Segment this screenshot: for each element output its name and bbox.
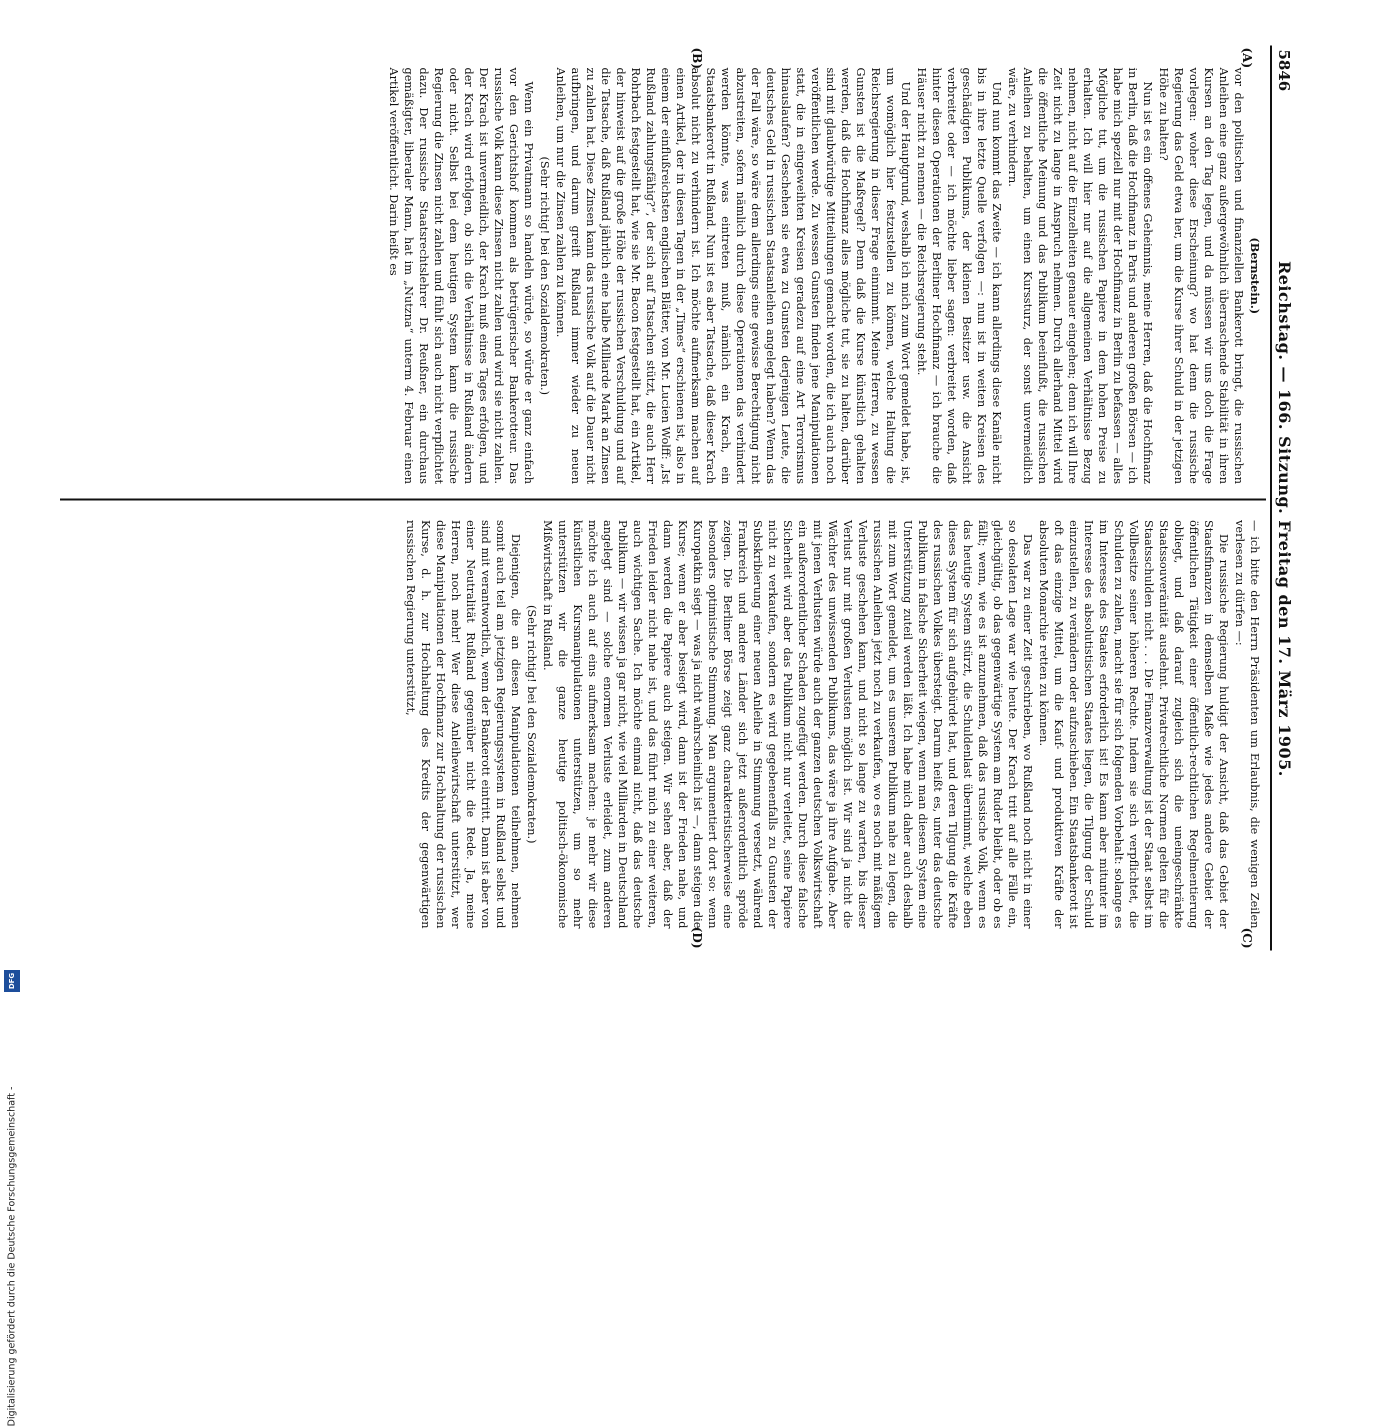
left-column xyxy=(60,45,1266,498)
margin-marker-a: (A) xyxy=(1240,47,1254,68)
paragraph: Wenn ein Privatmann so handeln würde, so würde er ganz einfach vor den Gerichtshof kommen als betrügerischer Bankerotteur. Das russische Volk kann diese Zinsen nicht zahlen und wird sie nicht zahlen. Der Krach ist unvermeidlich, der Krach muß eines Tages erfolgen, und der Krach wird erfolgen, ob sich die Verhältnisse in Rußland ändern oder nicht. Selbst bei dem heutigen System kann die russische Regierung die Zinsen nicht zahlen und fühlt sich auch nicht verpflichtet dazu. Der russische Staatsrechtslehrer Dr. Reußner, ein durchaus gemäßigter, liberaler Mann, hat im „Nutzna“ unterm 4. Februar einen Artikel veröffentlicht. Darin heißt es xyxy=(387,67,535,484)
running-title: Reichstag. — 166. Sitzung. Freitag den 17. März 1905. xyxy=(1275,260,1294,777)
digitization-credit: Digitalisierung gefördert durch die Deutsche Forschungsgemeinschaft - DFG xyxy=(4,2,20,992)
page-header xyxy=(1270,45,1300,950)
quoted-paragraph: Die russische Regierung huldigt der Ansicht, daß das Gebiet der Staatsfinanzen in demselben Maße wie jedes andere Gebiet der öffentlichen Tätigkeit einer öffentlich-rechtlichen Regelmentierung obliegt, und daß darauf zugleich sich die uneingeschränkte Staatssouveränität ausdehnt. Privatrechtliche Normen gelten für die Staatsschulden nicht . . . Die Finanzverwaltung ist der Staat selbst im Vollbesitze seiner höheren Rechte. Indem sie sich verpflichtet, die Schulden zu zahlen, macht sie für sich folgenden Vorbehalt: solange es im Interesse des Staates erforderlich ist! Es kann aber mitunter im Interesse des absolutistischen Staates liegen, die Tilgung der Schuld einzustellen, zu verändern oder aufzuschieben. Ein Staatsbankerott ist oft das einzige Mittel, um die Kauf- und produktiven Kräfte der absoluten Monarchie retten zu können. xyxy=(1037,519,1230,928)
scanned-page xyxy=(60,45,1300,950)
speaker-label: (Bernstein.) xyxy=(1248,236,1262,314)
paragraph: Nun ist es ein offenes Geheimnis, meine Herren, daß die Hochfinanz in Berlin, daß die Hochfinanz in Paris und anderen großen Börsen — ich habe mich speziell nur mit der Hochfinanz in Berlin zu befassen — alles Mögliche tut, um die russischen Papiere in dem hohen Preise zu erhalten. Ich will hier nur auf die allgemeinen Verhältnisse Bezug nehmen, nicht auf die Einzelheiten genauer eingehen; denn ich will Ihre Zeit nicht zu lange in Anspruch nehmen. Durch allerhand Mittel wird die öffentliche Meinung und das Publikum beeinflußt, die russischen Anleihen zu behalten, um einen Kurssturz, der sonst unvermeidlich wäre, zu verhindern. xyxy=(1006,67,1154,484)
right-column xyxy=(60,498,1266,951)
page-number: 5846 xyxy=(1275,49,1293,91)
scanned-page-frame xyxy=(60,45,1300,950)
paragraph: Und der Hauptgrund, weshalb ich mich zum Wort gemeldet habe, ist, um womöglich hier festzustellen zu können, welche Haltung die Reichsregierung in dieser Frage einnimmt. Meine Herren, zu wessen Gunsten ist die Maßregel? Denn daß die Kurse künstlich gehalten werden, daß die Hochfinanz alles mögliche tut, sie zu halten, darüber sind mit glaubwürdige Mitteilungen gemacht worden, die ich auch noch veröffentlichen werde. Zu wessen Gunsten finden jene Manipulationen statt, die in eingeweihten Kreisen geradezu auf eine Art Terrorismus hinauslaufen? Geschehen sie etwa zu Gunsten derjenigen Leute, die deutsches Geld in russischen Staatsanleihen angelegt haben? Wenn das der Fall wäre, so wäre dem allerdings eine gewisse Berechtigung nicht abzustreiten, sofern nämlich durch diese Operationen das verhindert werden könnte, was eintreten muß, nämlich ein Krach, ein Staatsbankerott in Rußland. Nun ist es aber Tatsache, daß dieser Krach absolut nicht zu verhindern ist. Ich möchte aufmerksam machen auf einen Artikel, der in diesen Tagen in der „Times“ erschienen ist, also in einem der einflußreichsten englischen Blätter, von Mr. Lucien Wolff: „Ist Rußland zahlungsfähig?“, der sich auf Tatsachen stützt, die auch Herr Rohrbach festgestellt hat, wie sie Mr. Bacon festgestellt hat, ein Artikel, der hinweist auf die große Höhe der russischen Verschuldung und auf die Tatsache, daß Rußland jährlich eine halbe Milliarde Mark an Zinsen zu zahlen hat. Diese Zinsen kann das russische Volk auf die Dauer nicht aufbringen, und darum greift Rußland immer wieder zu neuen Anleihen, um nur die Zinsen zahlen zu können. xyxy=(554,67,912,484)
text-columns xyxy=(60,45,1266,950)
paragraph: Das war zu einer Zeit geschrieben, wo Rußland noch nicht in einer so desolaten Lage war wie heute. Der Krach tritt auf alle Fälle ein, gleichgültig, ob das gegenwärtige System am Ruder bleibt, oder ob es fällt; wenn, wie es ist anzunehmen, daß das russische Volk, wenn es das heutige System stürzt, die Schuldenlast übernimmt, welche eben dieses System für sich aufgebürdet hat, und deren Tilgung die Kräfte des russischen Volkes übersteigt. Darum heißt es, unter das deutsche Publikum in falsche Sicherheit wiegen, wenn man diesem System eine Unterstützung zuteil werden läßt. Ich habe mich daher auch deshalb mit zum Wort gemeldet, um es unserem Publikum nahe zu legen, die russischen Anleihen jetzt noch zu verkaufen, wo es noch mit mäßigem Verluste geschehen kann, und nicht so lange zu warten, bis dieser Verlust nur mit großen Verlusten möglich ist. Wir sind ja nicht die Wächter des unwissenden Publikums, das wäre ja ihre Aufgabe. Aber mit jenen Verlusten würde auch der ganzen deutschen Volkswirtschaft ein außerordentlicher Schaden zugefügt werden. Durch diese falsche Sicherheit wird aber das Publikum nicht nur verleitet, seine Papiere nicht zu verkaufen, sondern es wird gegebenenfalls zu Gunsten der Subskribierung einer neuen Anleihe in Stimmung versetzt, während Frankreich und andere Länder sich jetzt außerordentlich spröde zeigen. Die Berliner Börse zeigt ganz charakteristischerweise eine besonders optimistische Stimmung. Man argumentiert dort so: wenn Kuropatkin siegt — was ja nicht wahrscheinlich ist —, dann steigen die Kurse; wenn er aber besiegt wird, dann ist der Frieden nahe, und dann werden die Papiere auch steigen. Wir sehen aber, daß der Frieden leider nicht nahe ist, und das führt mich zu einer weiteren, auch wichtigen Sache. Ich möchte einmal nicht, daß das deutsche Publikum — wir wissen ja gar nicht, wie viel Milliarden in Deutschland angelegt sind — solche enormen Verluste erleidet, zum anderen möchte ich auch auf eins aufmerksam machen: je mehr wir diese künstlichen Kursmanipulationen unterstützen, um so mehr unterstützen wir die ganze heutige politisch-ökonomische Mißwirtschaft in Rußland. xyxy=(541,519,1034,928)
margin-marker-b: (B) xyxy=(690,47,704,69)
audience-reaction: (Sehr richtig! bei den Sozialdemokraten.) xyxy=(538,156,551,395)
dfg-logo-icon: DFG xyxy=(4,970,20,992)
paragraph: — ich bitte den Herrn Präsidenten um Erlaubnis, die wenigen Zeilen verlesen zu dürfen —: xyxy=(1233,519,1261,928)
margin-marker-c: (C) xyxy=(1240,927,1254,948)
paragraph: vor den politischen und finanziellen Bankerott bringt, die russischen Anleihen eine ganz außergewöhnlich überraschende Stabilität in ihren Kursen an den Tag legen, und da müssen wir uns doch die Frage vorlegen: woher diese Erscheinung? wo hat denn die russische Regierung das Geld etwa her, um die Kurse ihrer Schuld in der jetzigen Höhe zu halten? xyxy=(1157,67,1245,484)
paragraph: Und nun kommt das Zweite — ich kann allerdings diese Kanäle nicht bis in ihre letzte Quelle verfolgen —: nun ist in weiten Kreisen des geschädigten Publikums, der kleinen Besitzer usw. die Ansicht verbreitet oder — ich möchte lieber sagen: verbreitet worden, daß hinter diesen Operationen der Berliner Hochfinanz — ich brauche die Häuser nicht zu nennen — die Reichsregierung steht. xyxy=(915,67,1003,484)
paragraph: Diejenigen, die an diesen Manipulationen teilnehmen, nehmen somit auch teil am jetzigen Regierungssystem in Rußland selbst und sind mit verantwortlich, wenn der Bankerott eintritt. Dann ist aber von einer Neutralität Rußland gegenüber nicht die Rede. Ja, meine Herren, noch mehr! Wer diese Anleihewirtschaft unterstützt, wer diese Manipulationen der Hochfinanz zur Hochhaltung der russischen Kurse, d. h. zur Hochhaltung des Kredits der gegenwärtigen russischen Regierung unterstützt, xyxy=(404,519,522,928)
margin-marker-d: (D) xyxy=(690,926,704,948)
audience-reaction: (Sehr richtig! bei den Sozialdemokraten.) xyxy=(525,604,538,843)
